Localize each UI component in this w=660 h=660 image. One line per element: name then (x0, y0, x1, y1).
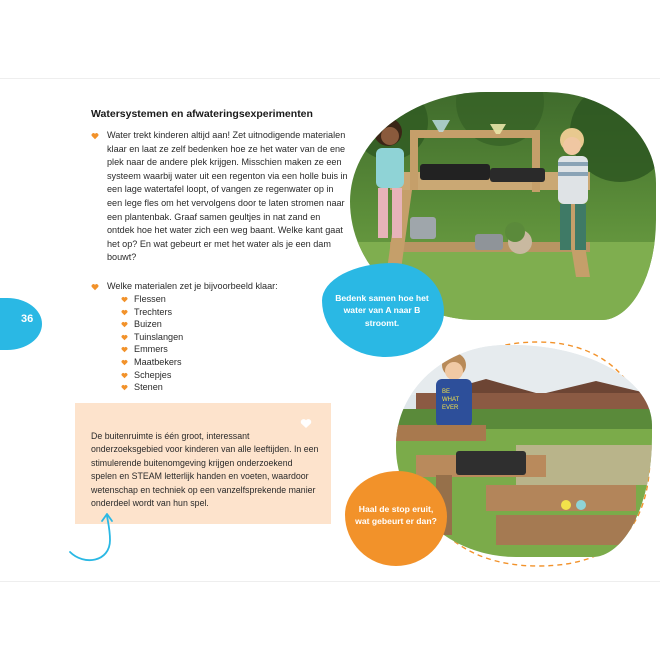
heart-bullet-icon (121, 359, 129, 367)
material-label: Schepjes (134, 369, 172, 380)
info-box-text: De buitenruimte is één groot, interessant onderzoeksgebied voor kinderen van alle leeftijden. In een stimulerende buitenomgeving krijgen onderzoekend spelen en STEAM letterlijk handen en voeten, waardoor wetenschap en techniek op een vanzelfsprekende manier onderdeel wordt van hun spel. (91, 431, 319, 509)
intro-paragraph: Water trekt kinderen altijd aan! Zet uitnodigende materialen klaar en laat ze zelf bedenken hoe ze het water van de ene plek naar de andere plek krijgen. Misschien maken ze een systeem waarbij water uit een regenton via een holle buis in een lage watertafel loopt, of vangen ze regenwater op in een lege fles om het vervolgens door te laten stromen naar een plantenbak. Graaf samen geultjes in nat zand en ontdek hoe het water zich een weg baant. Welke kant gaat het op? En wat gebeurt er met het water als je een dam bouwt? (107, 130, 348, 263)
material-label: Maatbekers (134, 356, 182, 367)
heart-bullet-icon (121, 296, 129, 304)
heart-bullet-icon (121, 346, 129, 354)
intro-paragraph-block (91, 129, 349, 265)
curved-arrow-icon (66, 510, 126, 568)
heart-bullet-icon (121, 321, 129, 329)
materials-intro-block (91, 280, 349, 294)
materials-intro: Welke materialen zet je bijvoorbeeld klaar: (107, 281, 278, 291)
material-label: Tuinslangen (134, 331, 184, 342)
material-label: Emmers (134, 344, 168, 355)
heart-bullet-icon (121, 384, 129, 392)
list-item (121, 343, 183, 356)
svg-text:WHAT: WHAT (442, 397, 460, 403)
section-heading: Watersystemen en afwateringsexperimenten (91, 108, 313, 120)
material-label: Buizen (134, 319, 162, 330)
list-item (121, 293, 183, 306)
list-item (121, 369, 183, 382)
page-number: 36 (21, 313, 34, 325)
svg-text:BE: BE (442, 389, 451, 395)
material-label: Trechters (134, 306, 173, 317)
heart-bullet-icon (121, 309, 129, 317)
svg-text:EVER: EVER (442, 405, 459, 411)
speech-bubble-blue-text: Bedenk samen hoe het water van A naar B stroomt. (335, 293, 429, 328)
list-item (121, 356, 183, 369)
heart-bullet-icon (121, 372, 129, 380)
heart-bullet-icon (91, 132, 99, 140)
material-label: Flessen (134, 294, 166, 304)
materials-list (121, 293, 183, 394)
material-label: Stenen (134, 382, 163, 393)
list-item (121, 381, 183, 394)
heart-bullet-icon (91, 283, 99, 291)
list-item (121, 318, 183, 331)
list-item (121, 306, 183, 319)
speech-bubble-orange-text: Haal de stop eruit, wat gebeurt er dan? (355, 504, 437, 527)
heart-bullet-icon (121, 334, 129, 342)
list-item (121, 331, 183, 344)
